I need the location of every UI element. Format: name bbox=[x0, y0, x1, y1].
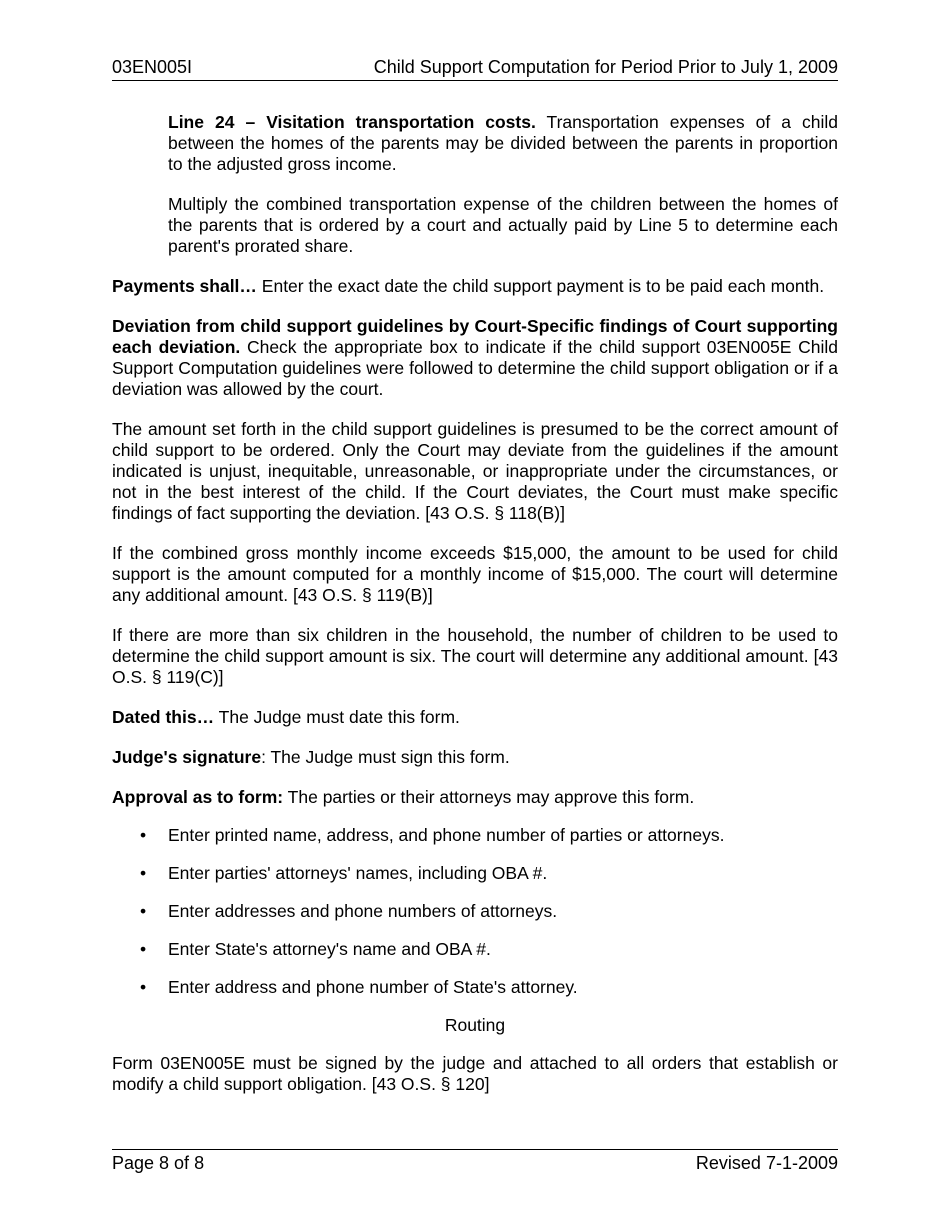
payments-paragraph bbox=[112, 276, 838, 297]
list-item bbox=[112, 977, 838, 998]
line24-heading: Line 24 – Visitation transportation costs. bbox=[168, 112, 536, 132]
approval-heading: Approval as to form: bbox=[112, 787, 284, 807]
document-page bbox=[112, 0, 838, 1230]
list-item-text: Enter State's attorney's name and OBA #. bbox=[168, 939, 491, 959]
dated-heading: Dated this… bbox=[112, 707, 215, 727]
bullet-icon: • bbox=[140, 977, 147, 997]
income-paragraph: If the combined gross monthly income exceeds $15,000, the amount to be used for child support is the amount computed for a monthly income of $15,000. The court will determine any additional amount. [43 O.S. § 119(B)] bbox=[112, 543, 838, 605]
signature-paragraph bbox=[112, 747, 838, 768]
approval-bullet-list bbox=[112, 825, 838, 998]
payments-heading: Payments shall… bbox=[112, 276, 257, 296]
signature-heading: Judge's signature bbox=[112, 747, 262, 767]
page-footer bbox=[112, 1149, 838, 1176]
line24-text: Transportation expenses of a child between the homes of the parents may be divided between the parents in proportion to the adjusted gross income. bbox=[168, 112, 838, 174]
header-title: Child Support Computation for Period Prior to July 1, 2009 bbox=[373, 57, 838, 77]
bullet-icon: • bbox=[140, 825, 147, 845]
list-item-text: Enter parties' attorneys' names, including OBA #. bbox=[168, 863, 548, 883]
routing-paragraph: Form 03EN005E must be signed by the judge and attached to all orders that establish or modify a child support obligation. [43 O.S. § 120] bbox=[112, 1053, 838, 1094]
form-number: 03EN005I bbox=[112, 57, 193, 77]
routing-heading: Routing bbox=[444, 1015, 506, 1035]
bullet-icon: • bbox=[140, 939, 147, 959]
bullet-icon: • bbox=[140, 863, 147, 883]
page-number: Page 8 of 8 bbox=[112, 1153, 205, 1173]
bullet-icon: • bbox=[140, 901, 147, 921]
payments-text: Enter the exact date the child support payment is to be paid each month. bbox=[256, 276, 825, 296]
dated-paragraph bbox=[112, 707, 838, 728]
deviation-text: Check the appropriate box to indicate if the child support 03EN005E Child Support Computation guidelines were followed to determine the child support obligation or if a deviation was allowed by the court. bbox=[112, 337, 839, 399]
list-item bbox=[112, 863, 838, 884]
revision-date: Revised 7-1-2009 bbox=[695, 1153, 838, 1173]
document-body bbox=[112, 112, 838, 1114]
list-item-text: Enter printed name, address, and phone number of parties or attorneys. bbox=[168, 825, 725, 845]
approval-paragraph bbox=[112, 787, 838, 808]
presumed-paragraph: The amount set forth in the child support guidelines is presumed to be the correct amount of child support to be ordered. Only the Court may deviate from the guidelines if the amount indicated is unjust, inequitable, unreasonable, or inappropriate under the circumstances, or not in the best interest of the child. If the Court deviates, the Court must make specific findings of fact supporting the deviation. [43 O.S. § 118(B)] bbox=[112, 419, 838, 523]
line24-paragraph bbox=[168, 112, 838, 175]
approval-text: The parties or their attorneys may approve this form. bbox=[283, 787, 695, 807]
dated-text: The Judge must date this form. bbox=[214, 707, 460, 727]
list-item bbox=[112, 901, 838, 922]
children-paragraph: If there are more than six children in the household, the number of children to be used to determine the child support amount is six. The court will determine any additional amount. [43 O.S. § 119(C)] bbox=[112, 625, 838, 687]
deviation-paragraph bbox=[112, 316, 838, 400]
list-item bbox=[112, 939, 838, 960]
list-item bbox=[112, 825, 838, 846]
deviation-heading: Deviation from child support guidelines by Court-Specific findings of Court supporting each deviation. bbox=[112, 316, 838, 357]
signature-text: : The Judge must sign this form. bbox=[261, 747, 510, 767]
list-item-text: Enter addresses and phone numbers of attorneys. bbox=[168, 901, 558, 921]
page-header bbox=[112, 56, 838, 81]
list-item-text: Enter address and phone number of State's attorney. bbox=[168, 977, 578, 997]
line24-multiply-paragraph: Multiply the combined transportation expense of the children between the homes of the parents that is ordered by a court and actually paid by Line 5 to determine each parent's prorated share. bbox=[168, 194, 838, 256]
